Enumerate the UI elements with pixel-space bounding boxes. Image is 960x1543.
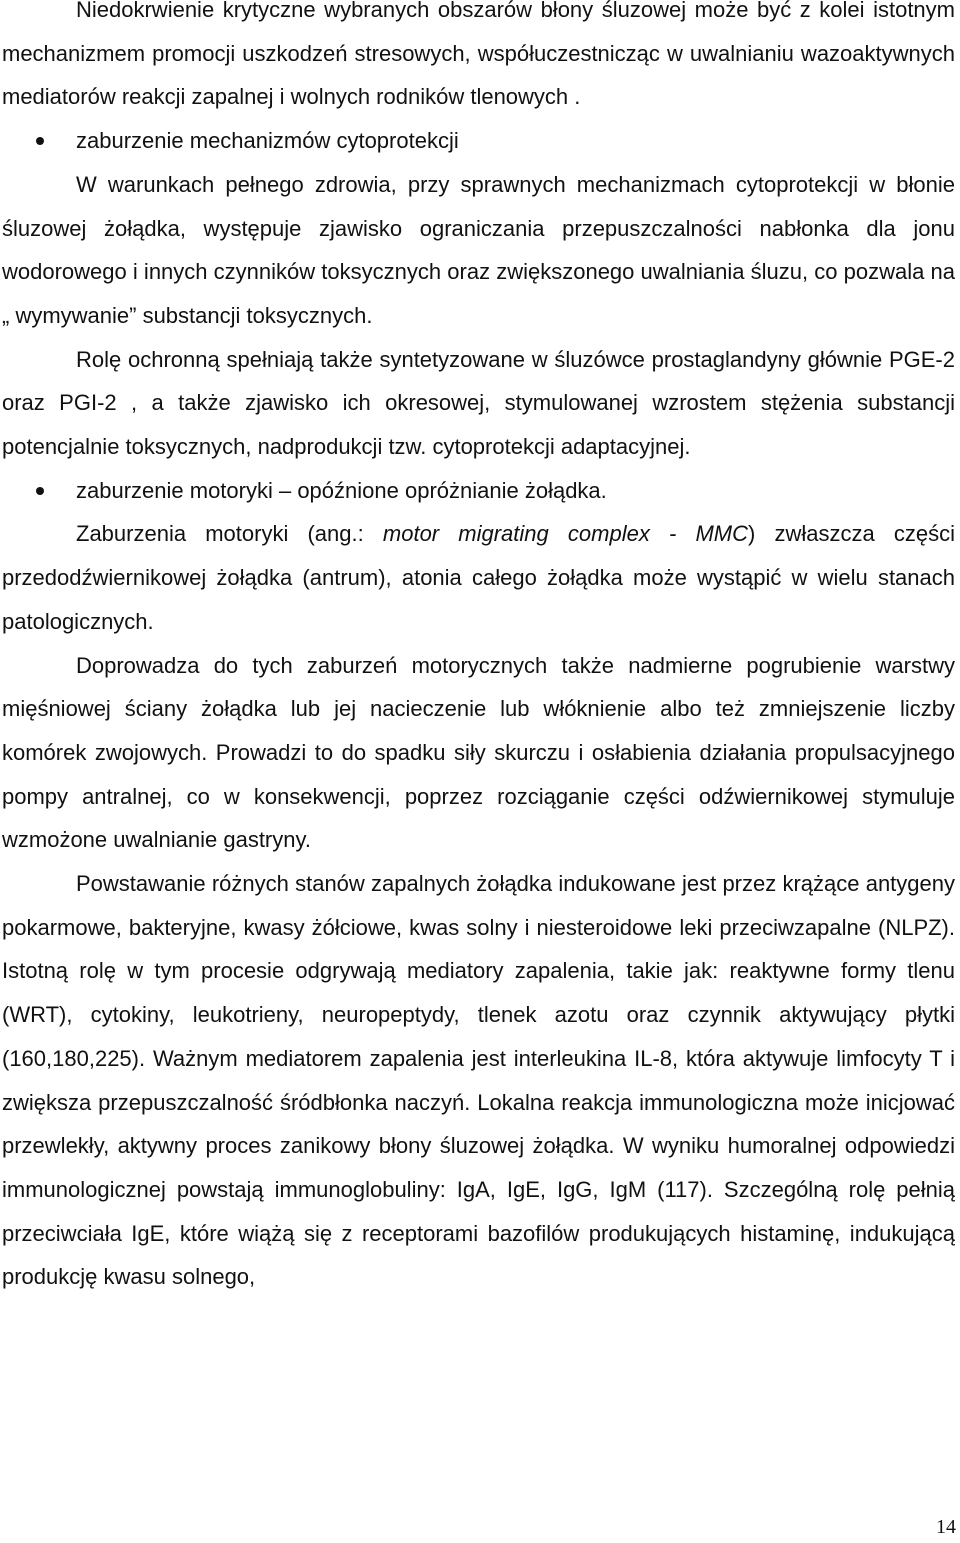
page-number: 14 xyxy=(936,1516,956,1538)
paragraph-motility xyxy=(2,512,955,643)
bullet-item-cytoprotection xyxy=(2,119,955,163)
bullet-icon xyxy=(36,137,44,145)
body-text xyxy=(2,0,955,1299)
paragraph-cytoprotection: W warunkach pełnego zdrowia, przy sprawnych mechanizmach cytoprotekcji w błonie śluzowej żołądka, występuje zjawisko ograniczania przepuszczalności nabłonka dla jonu wodorowego i innych czynników toksycznych oraz zwiększonego uwalniania śluzu, co pozwala na „ wymywanie” substancji toksycznych. xyxy=(2,171,955,328)
paragraph-ischemia: Niedokrwienie krytyczne wybranych obszarów błony śluzowej może być z kolei istotnym mechanizmem promocji uszkodzeń stresowych, współuczestnicząc w uwalnianiu wazoaktywnych mediatorów reakcji zapalnej i wolnych rodników tlenowych . xyxy=(2,0,955,110)
bullet-text: zaburzenie motoryki – opóźnione opróżnianie żołądka. xyxy=(76,477,607,503)
paragraph-prostaglandins: Rolę ochronną spełniają także syntetyzowane w śluzówce prostaglandyny głównie PGE-2 oraz PGI-2 , a także zjawisko ich okresowej, stymulowanej wzrostem stężenia substancji potencjalnie toksycznych, nadprodukcji tzw. cytoprotekcji adaptacyjnej. xyxy=(2,346,955,460)
bullet-text: zaburzenie mechanizmów cytoprotekcji xyxy=(76,128,459,154)
text-run: Zaburzenia motoryki (ang.: xyxy=(76,521,383,547)
paragraph-inflammation: Powstawanie różnych stanów zapalnych żołądka indukowane jest przez krążące antygeny pokarmowe, bakteryjne, kwasy żółciowe, kwas solny i niesteroidowe leki przeciwzapalne (NLPZ). Istotną rolę w tym procesie odgrywają mediatory zapalenia, takie jak: reaktywne formy tlenu (WRT), cytokiny, leukotrieny, neuropeptydy, tlenek azotu oraz czynnik aktywujący płytki (160,180,225). Ważnym mediatorem zapalenia jest interleukina IL-8, która aktywuje limfocyty T i zwiększa przepuszczalność śródbłonka naczyń. Lokalna reakcja immunologiczna może inicjować przewlekły, aktywny proces zanikowy błony śluzowej żołądka. W wyniku humoralnej odpowiedzi immunologicznej powstają immunoglobuliny: IgA, IgE, IgG, IgM (117). Szczególną rolę pełnią przeciwciała IgE, które wiążą się z receptorami bazofilów produkujących histaminę, indukującą produkcję kwasu solnego, xyxy=(2,871,955,1290)
paragraph-motility-causes: Doprowadza do tych zaburzeń motorycznych także nadmierne pogrubienie warstwy mięśniowej ściany żołądka lub jej nacieczenie lub włóknienie albo też zmniejszenie liczby komórek zwojowych. Prowadzi to do spadku siły skurczu i osłabienia działania propulsacyjnego pompy antralnej, co w konsekwencji, poprzez rozciąganie części odźwiernikowej stymuluje wzmożone uwalnianie gastryny. xyxy=(2,652,955,853)
text-run: ) zwłaszcza części przedodźwiernikowej żołądka (antrum), atonia całego żołądka może wystąpić w wielu stanach patologicznych. xyxy=(2,521,955,634)
italic-abbreviation: MMC xyxy=(695,521,748,547)
bullet-item-motility xyxy=(2,469,955,513)
bullet-icon xyxy=(36,487,44,495)
text-run: - xyxy=(649,521,696,547)
italic-term: motor migrating complex xyxy=(382,521,650,547)
